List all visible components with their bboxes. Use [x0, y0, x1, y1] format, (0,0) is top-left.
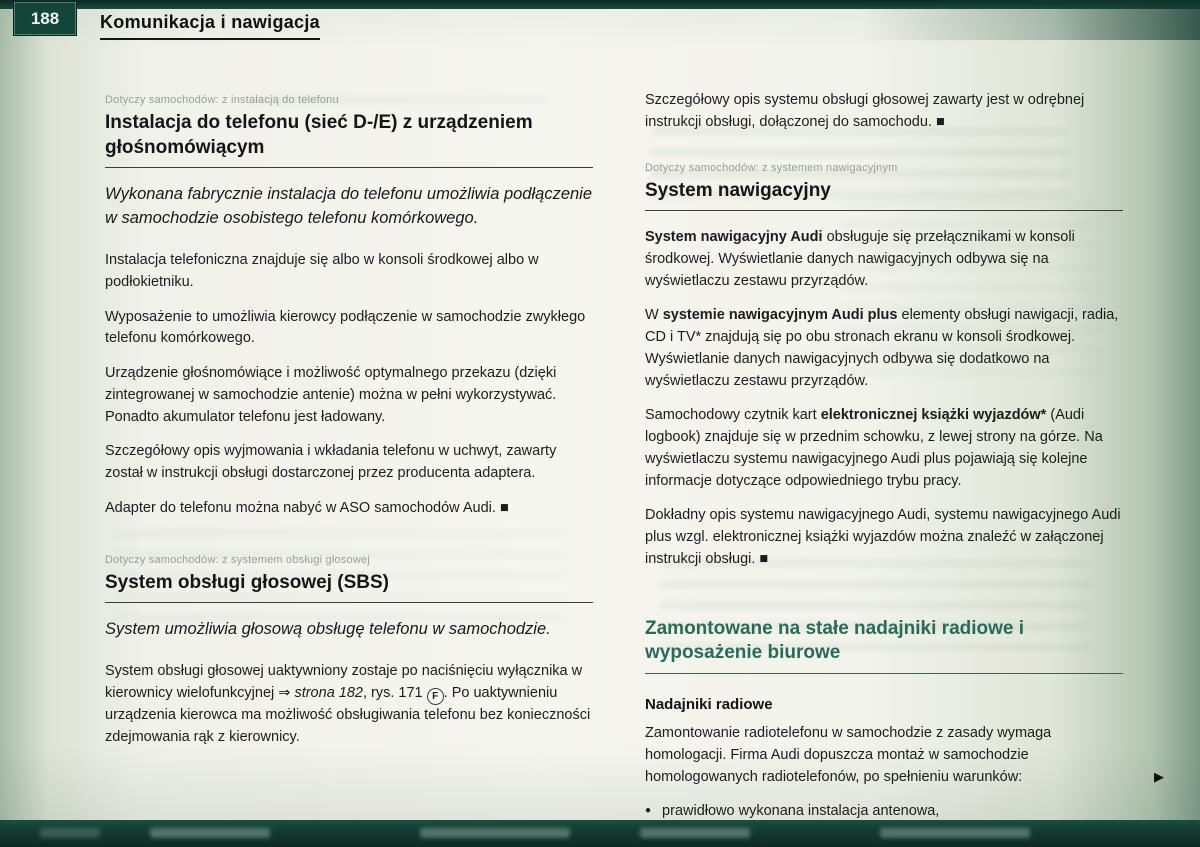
applies-to-note: Dotyczy samochodów: z systemem obsługi głosowej	[105, 553, 370, 566]
section-heading-voice-system	[105, 571, 593, 604]
text-segment: (Audi logbook) znajduje się w przednim schowku, z lewej strony na górze. Na wyświetlaczu systemu nawigacyjnego Audi plus pojawiają się kolejne informacje dotyczące odpowiedniego trybu pracy.	[645, 407, 1103, 489]
page-reference: strona 182	[294, 685, 363, 702]
text-segment-bold: System nawigacyjny Audi	[645, 229, 823, 246]
page-footer	[0, 820, 1200, 847]
list-item-text: prawidłowo wykonana instalacja antenowa,	[662, 803, 940, 820]
paragraph: Adapter do telefonu można nabyć w ASO samochodów Audi. ■	[105, 499, 509, 516]
paragraph	[645, 227, 1123, 292]
page-header	[0, 0, 1200, 40]
paragraph	[645, 405, 1123, 492]
paragraph	[105, 661, 593, 748]
heading-text: System nawigacyjny	[645, 179, 831, 201]
text-segment: . Po uaktywnieniu urządzenia kierowca ma możliwość obsługiwania telefonu bez konieczności zdejmowania rąk z kierownicy.	[105, 685, 591, 745]
footer-ghost-text	[640, 828, 750, 838]
paragraph: Wyposażenie to umożliwia kierowcy podłączenie w samochodzie zwykłego telefonu komórkowego.	[105, 308, 586, 347]
heading-text: System obsługi głosowej (SBS)	[105, 571, 389, 593]
text-segment-bold: elektronicznej książki wyjazdów*	[820, 407, 1047, 424]
chapter-title: Komunikacja i nawigacja	[100, 12, 320, 40]
paragraph: Dokładny opis systemu nawigacyjnego Audi, systemu nawigacyjnego Audi plus wzgl. elektronicznej książki wyjazdów można znaleźć w załączonej instrukcji obsługi. ■	[645, 507, 1121, 567]
section-heading-navigation-system	[645, 179, 1123, 212]
figure-reference-icon: F	[427, 688, 444, 705]
paragraph: Urządzenie głośnomówiące i możliwość optymalnego przekazu (dzięki zintegrowanej w samochodzie antenie) można w pełni wykorzystywać. Ponadto akumulator telefonu jest ładowany.	[105, 365, 557, 425]
heading-text: Instalacja do telefonu (sieć D-/E) z urządzeniem głośnomówiącym	[105, 112, 533, 158]
text-segment: elementy obsługi nawigacji, radia, CD i TV* znajdują się po obu stronach ekranu w konsoli środkowej. Wyświetlanie danych nawigacyjnych odbywa się dodatkowo na wyświetlaczu zestawu przyrządów.	[645, 307, 1119, 389]
text-segment: , rys. 171	[362, 685, 427, 702]
page-number: 188	[14, 2, 76, 35]
paragraph: Szczegółowy opis systemu obsługi głosowej zawarty jest w odrębnej instrukcji obsługi, dołączonej do samochodu. ■	[645, 92, 1085, 130]
section-lead: Wykonana fabrycznie instalacja do telefonu umożliwia podłączenie w samochodzie osobistego telefonu komórkowego.	[105, 185, 593, 228]
footer-ghost-text	[40, 828, 100, 838]
bullet-icon: ●	[645, 805, 652, 817]
right-column	[645, 90, 1123, 823]
footer-ghost-text	[880, 828, 1030, 838]
left-column	[105, 90, 593, 762]
text-segment: System obsługi głosowej uaktywniony zostaje po naciśnięciu wyłącznika w kierownicy wielofunkcyjnej ⇒	[105, 663, 583, 702]
paragraph: Instalacja telefoniczna znajduje się albo w konsoli środkowej albo w podłokietniku.	[105, 252, 539, 290]
text-segment: obsługuje się przełącznikami w konsoli środkowej. Wyświetlanie danych nawigacyjnych odbywa się na wyświetlaczu zestawu przyrządów.	[645, 229, 1075, 289]
sub-heading-radio-transmitters: Nadajniki radiowe	[645, 696, 773, 714]
paragraph: Szczegółowy opis wyjmowania i wkładania telefonu w uchwyt, zawarty został w instrukcji obsługi dostarczonej przez producenta adaptera.	[105, 443, 557, 482]
text-segment-bold: systemie nawigacyjnym Audi plus	[662, 307, 898, 324]
section-heading-radio-transmitters	[645, 617, 1123, 674]
text-segment: Samochodowy czytnik kart	[645, 407, 821, 424]
header-top-band	[0, 0, 1200, 9]
section-heading-phone-installation	[105, 111, 593, 168]
paragraph: Zamontowanie radiotelefonu w samochodzie z zasady wymaga homologacji. Firma Audi dopuszcza montaż w samochodzie homologowanych radiotelefonów, po spełnieniu warunków:	[645, 725, 1052, 785]
heading-text: Zamontowane na stałe nadajniki radiowe i wyposażenie biurowe	[645, 617, 1025, 664]
paragraph	[645, 305, 1123, 392]
text-segment: W	[645, 307, 663, 324]
footer-ghost-text	[420, 828, 570, 838]
applies-to-note: Dotyczy samochodów: z systemem nawigacyjnym	[645, 161, 898, 174]
section-lead: System umożliwia głosową obsługę telefonu w samochodzie.	[105, 620, 551, 639]
footer-ghost-text	[150, 828, 270, 838]
page-continuation-icon: ▶	[1154, 769, 1164, 784]
applies-to-note: Dotyczy samochodów: z instalacją do telefonu	[105, 94, 339, 106]
